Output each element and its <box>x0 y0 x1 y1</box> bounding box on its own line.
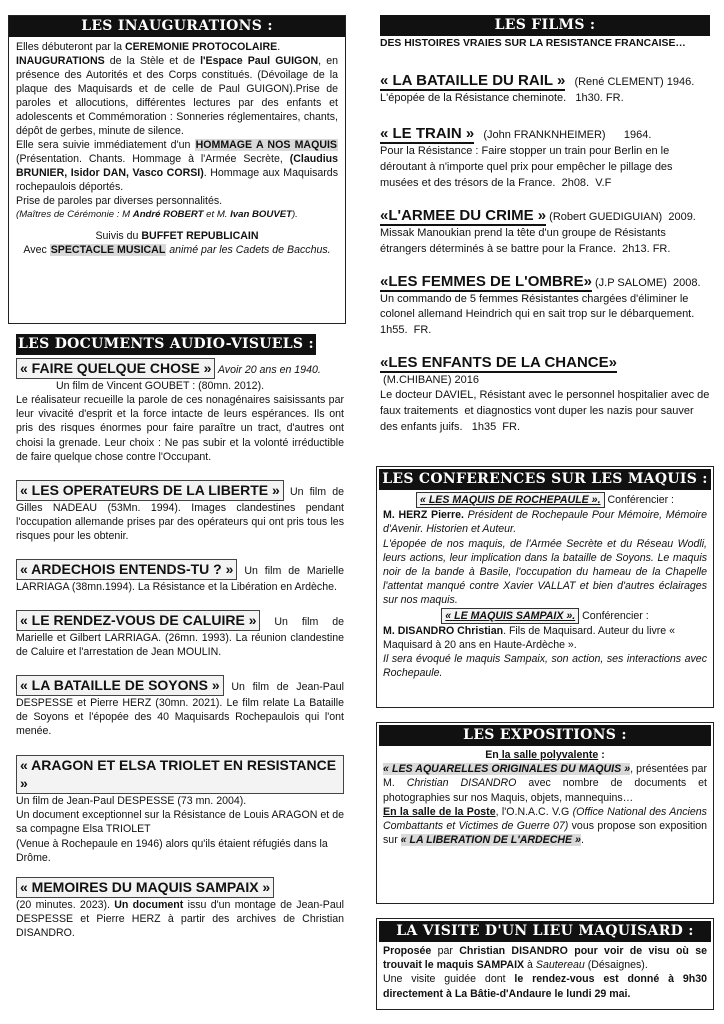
inaug-p7: Avec SPECTACLE MUSICAL animé par les Cadets de Bacchus. <box>23 244 331 257</box>
film-title: «LES FEMMES DE L'OMBRE» <box>380 272 592 290</box>
doc-item: « MEMOIRES DU MAQUIS SAMPAIX » (20 minutes. 2023). Un document issu d'un montage de Jean-Paul DESPESSE et Pierre HERZ à partir des archives de Christian DISANDRO. <box>16 879 344 940</box>
doc-title: « ARDECHOIS ENTENDS-TU ? » <box>16 559 237 580</box>
conf-title-rochepaule: « LES MAQUIS DE ROCHEPAULE ». <box>416 492 605 508</box>
inaug-p4: Prise de paroles par diverses personnalités. <box>16 194 223 207</box>
inaugurations-section <box>8 15 346 324</box>
conferences-header: LES CONFERENCES SUR LES MAQUIS : <box>379 469 711 490</box>
film-item: «L'ARMEE DU CRIME » (Robert GUEDIGUIAN) 2009. Missak Manoukian prend la tête d'un groupe de Résistants étrangers déterminés à se battre pour la France. 2h13. FR. <box>380 207 696 255</box>
expo-aquarelles-title: « LES AQUARELLES ORIGINALES DU MAQUIS » <box>383 763 631 776</box>
film-item: «LES ENFANTS DE LA CHANCE» (M.CHIBANE) 2016 Le docteur DAVIEL, Résistant avec le personnel hospitalier avec de faux traitements et diagnostics vont duper les nazis pour sauver des enfants juifs. 1h35 FR. <box>380 354 713 433</box>
doc-item: « FAIRE QUELQUE CHOSE » Avoir 20 ans en 1940. Un film de Vincent GOUBET : (80mn. 2012). Le réalisateur recueille la parole de ces nonagénaires saisissants par leur vivacité d'esprit et la force intacte de leurs espérances. Ils ont pris des risques énormes pour faire paraître un tract, d'autres ont choisi la grenade. Leur choix : Ne pas subir et la volonté irréductible de faire quelque chose contre l'Occupant. <box>16 360 344 463</box>
doc-title: « LES OPERATEURS DE LA LIBERTE » <box>16 480 284 501</box>
film-title: « LA BATAILLE DU RAIL » <box>380 71 566 89</box>
expositions-header: LES EXPOSITIONS : <box>379 725 711 746</box>
doc-title: « MEMOIRES DU MAQUIS SAMPAIX » <box>16 877 274 898</box>
visite-section: LA VISITE D'UN LIEU MAQUISARD : Proposée par Christian DISANDRO pour voir de visu où se trouvait le maquis SAMPAIX à Sautereau (Désaignes). Une visite guidée dont le rendez-vous est donné à 9h30 directement à La Bâtie-d'Andaure le lundi 29 mai. <box>376 918 714 1010</box>
films-section <box>380 15 713 450</box>
inaug-p2: INAUGURATIONS de la Stèle et de l'Espace Paul GUIGON, en présence des Autorités et des Corps constitués. (Dévoilage de la plaque des Maquisards et de celle de Paul GUIGON).Prise de paroles et allocutions, différentes lectures par des enfants et adolescents et Commémoration : Sonneries réglementaires, chants, dépôt de gerbes, minute de silence. <box>16 54 338 137</box>
inaug-p3: Elle sera suivie immédiatement d'un HOMMAGE A NOS MAQUIS (Présentation. Chants. Hommage à l'Armée Secrète, (Claudius BRUNIER, Isidor DAN, Vasco CORSI). Hommage aux Maquisards rochepaulois déportés. <box>16 138 338 193</box>
films-header: LES FILMS : <box>380 15 710 36</box>
inaug-p5: (Maîtres de Cérémonie : M André ROBERT et M. Ivan BOUVET). <box>16 208 298 220</box>
inaug-p6: Suivis du BUFFET REPUBLICAIN <box>95 230 259 243</box>
film-item: « LE TRAIN » (John FRANKNHEIMER) 1964. Pour la Résistance : Faire stopper un train pour Berlin en le déroutant à n'importe quel prix pour empêcher le pillage des musées et des trésors de la France. 2h08. V.F <box>380 125 676 190</box>
doc-title: « LA BATAILLE DE SOYONS » <box>16 675 224 696</box>
expo-liberation-title: « LA LIBERATION DE L'ARDECHE » <box>400 834 581 847</box>
doc-item: « ARAGON ET ELSA TRIOLET EN RESISTANCE » Un film de Jean-Paul DESPESSE (73 mn. 2004). Un document exceptionnel sur la Résistance de Louis ARAGON et de sa compagne Elsa TRIOLET (Venue à Rochepaule en 1946) alors qu'ils étaient réfugiés dans la Drôme. <box>16 756 344 864</box>
film-item: « LA BATAILLE DU RAIL » (René CLEMENT) 1946. L'épopée de la Résistance cheminote. 1h30. FR. <box>380 71 695 104</box>
film-title: « LE TRAIN » <box>380 125 475 143</box>
inaug-p1: Elles débuteront par la CEREMONIE PROTOCOLAIRE. <box>16 41 281 53</box>
film-title: «LES ENFANTS DE LA CHANCE» <box>380 354 617 372</box>
films-subheader: DES HISTOIRES VRAIES SUR LA RESISTANCE FRANCAISE… <box>380 38 686 49</box>
doc-item: « LES OPERATEURS DE LA LIBERTE » Un film de Gilles NADEAU (53Mn. 1994). Images clandestines pendant l'occupation allemande prises par des opérateurs qui ont pris tous les risques pour les obtenir. <box>16 481 344 542</box>
film-title: «L'ARMEE DU CRIME » <box>380 207 547 225</box>
doc-item: « LA BATAILLE DE SOYONS » Un film de Jean-Paul DESPESSE et Pierre HERZ (30mn. 2021). Le film relate La Bataille de Soyons et l'épopée des 40 Maquisards Rochepaulois qui l'ont menée. <box>16 677 344 738</box>
doc-title: « LE RENDEZ-VOUS DE CALUIRE » <box>16 610 260 631</box>
visite-header: LA VISITE D'UN LIEU MAQUISARD : <box>379 921 711 942</box>
inaugurations-header: LES INAUGURATIONS : <box>9 16 345 37</box>
expositions-section: LES EXPOSITIONS : En la salle polyvalente : « LES AQUARELLES ORIGINALES DU MAQUIS », présentées par M. Christian DISANDRO avec nombre de documents et photographies sur nos Maquis, objets, mannequins… En la salle de la Poste, l'O.N.A.C. V.G (Office National des Anciens Combattants et Victimes de Guerre 07) vous propose son exposition sur « LA LIBERATION DE L'ARDECHE ». <box>376 722 714 904</box>
conferences-section: LES CONFERENCES SUR LES MAQUIS : « LES MAQUIS DE ROCHEPAULE ». Conférencier : M. HERZ Pierre. Président de Rochepaule Pour Mémoire, Mémoire d'Avenir. Historien et Auteur. L'épopée de nos maquis, de l'Armée Secrète et du Réseau Wodli, leurs actions, leur implication dans la bataille de Soyons. Le maquis noir de la bande à Basile, l'occupation du hameau de la Chapelle l'attentat manqué contre Xavier VALLAT et bien d'autres éclairages sur nos maquis. « LE MAQUIS SAMPAIX ». Conférencier : M. DISANDRO Christian. Fils de Maquisard. Auteur du livre « Maquisard à 20 ans en Haute-Ardèche ». Il sera évoqué le maquis Sampaix, son action, ses interactions avec Rochepaule. <box>376 466 714 708</box>
doc-item: « LE RENDEZ-VOUS DE CALUIRE » Un film de Marielle et Gilbert LARRIAGA. (26mn. 1993). La réunion clandestine de Caluire et l'arrestation de Jean MOULIN. <box>16 612 344 659</box>
documents-header: LES DOCUMENTS AUDIO-VISUELS : <box>16 334 316 355</box>
doc-title: « ARAGON ET ELSA TRIOLET EN RESISTANCE » <box>16 755 344 795</box>
doc-title: « FAIRE QUELQUE CHOSE » <box>16 358 215 379</box>
doc-item: « ARDECHOIS ENTENDS-TU ? » Un film de Marielle LARRIAGA (38mn.1994). La Résistance et la Libération en Ardèche. <box>16 561 344 593</box>
documents-section <box>8 334 346 952</box>
conf-title-sampaix: « LE MAQUIS SAMPAIX ». <box>441 608 579 624</box>
film-item: «LES FEMMES DE L'OMBRE» (J.P SALOME) 2008. Un commando de 5 femmes Résistantes chargées d'éliminer le colonel allemand Heindrich qui en sait trop sur le débarquement. 1h55. FR. <box>380 272 704 337</box>
